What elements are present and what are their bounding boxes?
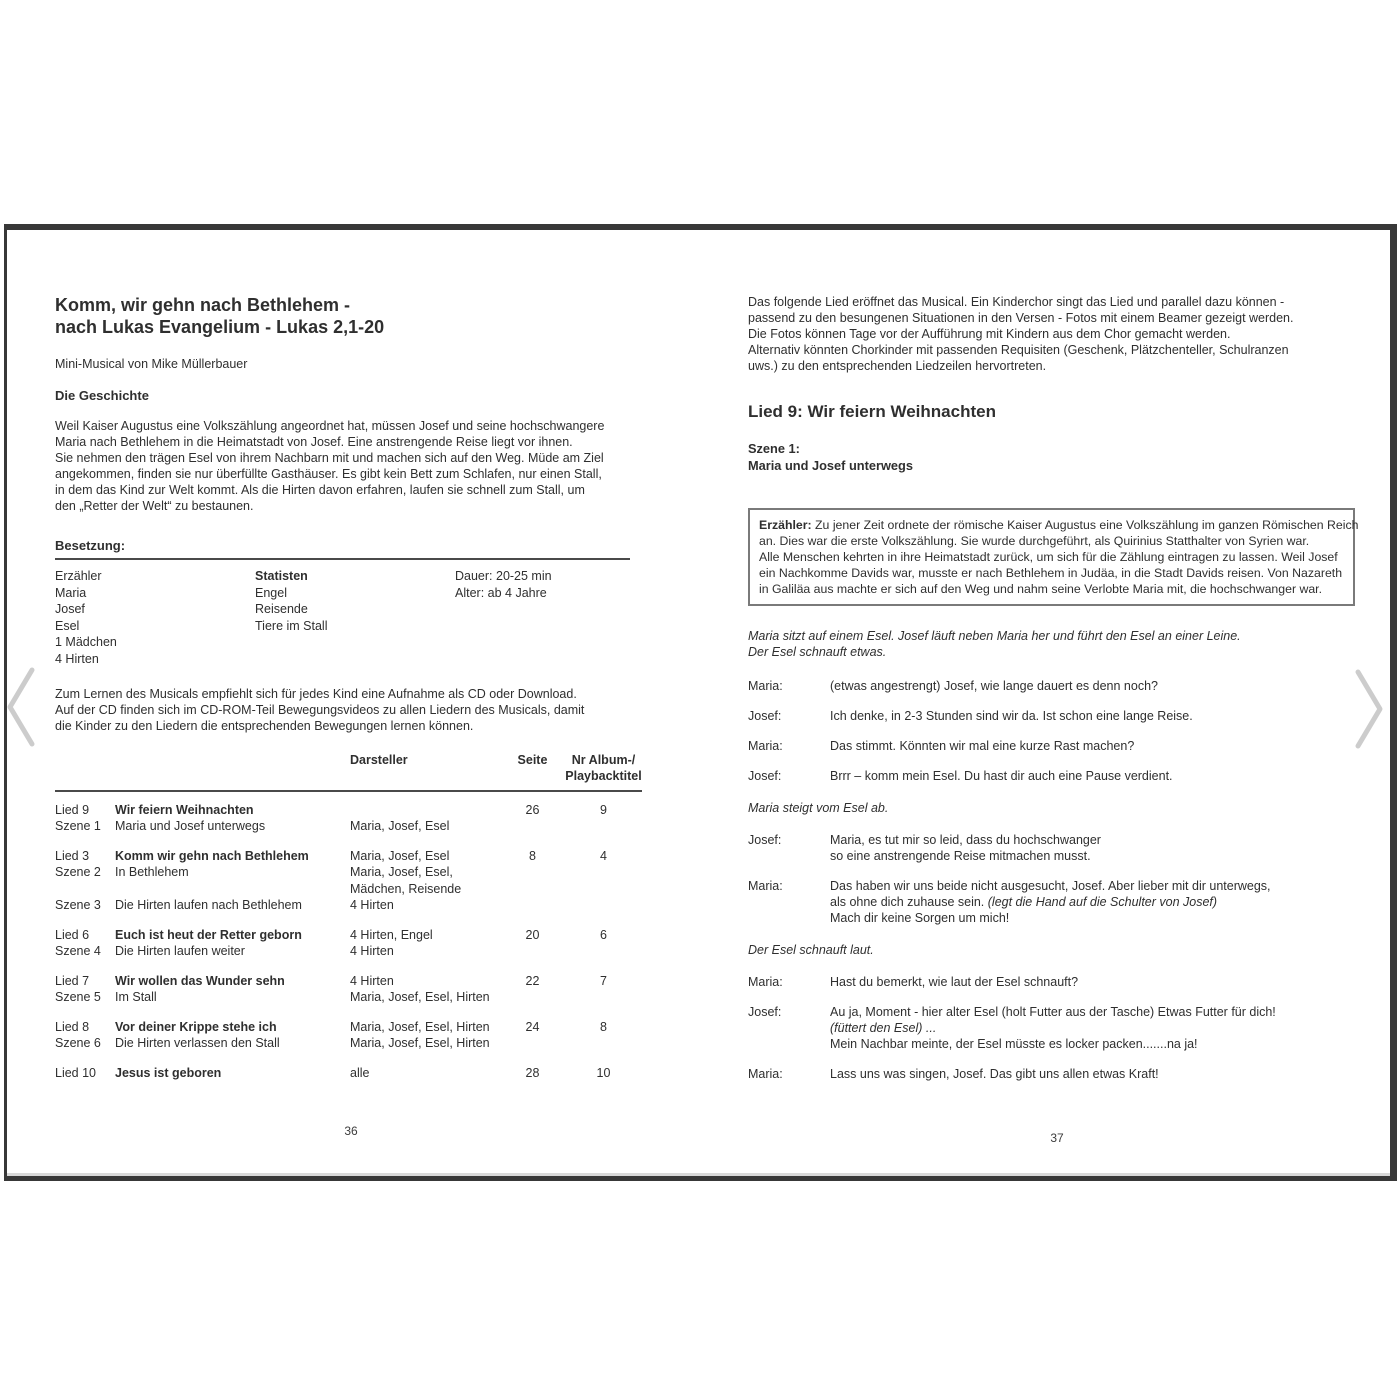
dialogue-line: Josef: Brrr – komm mein Esel. Du hast dir auch eine Pause verdient. [748,769,1173,783]
cast-roles-column: Erzähler Maria Josef Esel 1 Mädchen 4 Hirten [55,569,117,666]
speaker: Josef: [748,709,782,723]
speaker: Maria: [748,975,783,989]
title-line-2: nach Lukas Evangelium - Lukas 2,1-20 [55,317,385,337]
songs-table [55,752,647,1082]
dialogue-line: Maria: Lass uns was singen, Josef. Das gibt uns allen etwas Kraft! [748,1067,1159,1081]
speaker: Maria: [748,879,783,893]
table-row: Lied 10 Jesus ist geboren alle 28 10 [55,1065,611,1080]
cast-divider [55,558,630,560]
story-heading: Die Geschichte [55,388,149,403]
speaker: Josef: [748,1005,782,1019]
page-number-right: 37 [1050,1131,1064,1145]
scene-heading: Szene 1: Maria und Josef unterwegs [748,441,913,473]
page-right [748,294,1366,1146]
songs-table-body [55,802,647,1082]
dialogue-line: Maria: Das haben wir uns beide nicht ausgesucht, Josef. Aber lieber mit dir unterwegs, als ohne dich zuhause sein. (legt die Hand auf die Schulter von Josef) Mach dir keine Sorgen um mich! [748,879,1271,925]
cast-heading: Besetzung: [55,538,126,553]
songs-table-header [55,752,647,784]
chevron-left-icon [2,664,40,750]
age-info: Alter: ab 4 Jahre [455,585,547,600]
prev-page-button[interactable] [2,664,40,750]
speaker: Maria: [748,1067,783,1081]
table-row: Lied 6 Euch ist heut der Retter geborn 4 Hirten, Engel 20 6 [55,927,607,942]
page-left [55,294,647,1139]
cd-paragraph: Zum Lernen des Musicals empfiehlt sich für jedes Kind eine Aufnahme als CD oder Download. Auf der CD finden sich im CD-ROM-Teil Bewegungsvideos zu allen Liedern des Musicals, damit die Kinder zu den Liedern die entsprechenden Bewegungen lernen können. [55,686,585,733]
story-paragraph: Weil Kaiser Augustus eine Volkszählung angeordnet hat, müssen Josef und seine hochschwangere Maria nach Bethlehem in die Heimatstadt von Josef. Eine anstrengende Reise liegt vor ihnen. Sie nehmen den trägen Esel von ihrem Nachbarn mit und machen sich auf den Weg. Müde am Ziel angekommen, finden sie nur überfüllte Gasthäuser. Es gibt kein Bett zum Schlafen, nur einen Stall, in dem das Kind zur Welt kommt. Als die Hirten davon erfahren, laufen sie schnell zum Stall, um den „Retter der Welt“ zu bestaunen. [55,419,605,513]
table-divider [55,790,642,792]
header-seite: Seite [517,752,548,767]
table-row: Lied 9 Wir feiern Weihnachten 26 9 [55,802,607,817]
table-row: Szene 2 In Bethlehem Maria, Josef, Esel, Mädchen, Reisende [55,865,462,896]
table-row: Szene 1 Maria und Josef unterwegs Maria, Josef, Esel [55,819,450,834]
speaker: Maria: [748,739,783,753]
table-row: Lied 8 Vor deiner Krippe stehe ich Maria, Josef, Esel, Hirten 24 8 [55,1019,607,1034]
musical-title [55,294,647,338]
page-number-left: 36 [344,1124,358,1139]
cast-extras-column: Statisten Engel Reisende Tiere im Stall [255,568,455,668]
stage-direction: Der Esel schnauft laut. [748,943,874,957]
speaker: Maria: [748,679,783,693]
header-nr: Nr Album-/ Playbacktitel [565,752,642,783]
speaker: Josef: [748,769,782,783]
speaker: Josef: [748,833,782,847]
table-row: Lied 7 Wir wollen das Wunder sehn 4 Hirten 22 7 [55,973,607,988]
dialogue-line: Maria: Hast du bemerkt, wie laut der Esel schnauft? [748,975,1079,989]
document-viewer-frame [4,224,1397,1181]
cast-info-column [455,568,647,668]
table-row: Lied 3 Komm wir gehn nach Bethlehem Maria, Josef, Esel 8 4 [55,848,607,863]
title-line-1: Komm, wir gehn nach Bethlehem - [55,295,351,315]
table-row: Szene 4 Die Hirten laufen weiter 4 Hirten [55,944,394,959]
table-row: Szene 3 Die Hirten laufen nach Bethlehem 4 Hirten [55,898,394,913]
extras-heading: Statisten [255,569,308,583]
narrator-label: Erzähler: [759,518,812,532]
dialogue-line: Josef: Maria, es tut mir so leid, dass du hochschwanger so eine anstrengende Reise mitmachen musst. [748,833,1101,863]
musical-subtitle: Mini-Musical von Mike Müllerbauer [55,357,248,371]
stage-direction: Maria steigt vom Esel ab. [748,801,889,815]
narrator-box: Erzähler: Zu jener Zeit ordnete der römische Kaiser Augustus eine Volkszählung im ganzen Römischen Reich an. Dies war die erste Volkszählung. Sie wurde durchgeführt, als Quirinius Statthalter von Syrien war. Alle Menschen kehrten in ihre Heimatstadt zurück, um sich für die Zählung eintragen zu lassen. Weil Josef ein Nachkomme Davids war, musste er nach Bethlehem in Judäa, in die Stadt Davids reisen. Von Nazareth in Galiläa aus machte er sich auf den Weg und nahm seine Verlobte Maria mit, die hochschwanger war. [748,508,1355,606]
table-row: Szene 5 Im Stall Maria, Josef, Esel, Hirten [55,990,490,1005]
next-page-button[interactable] [1350,666,1388,752]
intro-paragraph: Das folgende Lied eröffnet das Musical. Ein Kinderchor singt das Lied und parallel dazu können - passend zu den besungenen Situationen in den Versen - Fotos mit einem Beamer gezeigt werden. Die Fotos können Tage vor der Aufführung mit Kindern aus dem Chor gemacht werden. Alternativ könnten Chorkinder mit passenden Requisiten (Geschenk, Plätzchenteller, Schulranzen uws.) zu den entsprechenden Liedzeilen hervortreten. [748,295,1294,373]
header-darsteller: Darsteller [350,752,408,767]
duration-info: Dauer: 20-25 min [455,569,552,583]
inline-stage-direction: (legt die Hand auf die Schulter von Josef) [987,895,1218,909]
stage-direction: Maria sitzt auf einem Esel. Josef läuft neben Maria her und führt den Esel an einer Leine. Der Esel schnauft etwas. [748,629,1241,659]
song-heading: Lied 9: Wir feiern Weihnachten [748,402,996,421]
dialogue-line: Maria: Das stimmt. Könnten wir mal eine kurze Rast machen? [748,739,1135,753]
table-row: Szene 6 Die Hirten verlassen den Stall Maria, Josef, Esel, Hirten [55,1036,490,1051]
dialogue-line: Josef: Au ja, Moment - hier alter Esel (holt Futter aus der Tasche) Etwas Futter für dich! (füttert den Esel) ... Mein Nachbar meinte, der Esel müsste es locker packen.......na ja! [748,1005,1276,1051]
dialogue-line: Josef: Ich denke, in 2-3 Stunden sind wir da. Ist schon eine lange Reise. [748,709,1193,723]
chevron-right-icon [1350,666,1388,752]
inline-stage-direction: (füttert den Esel) ... [830,1021,937,1035]
cast-columns [55,568,647,668]
dialogue-line: Maria: (etwas angestrengt) Josef, wie lange dauert es denn noch? [748,679,1158,693]
